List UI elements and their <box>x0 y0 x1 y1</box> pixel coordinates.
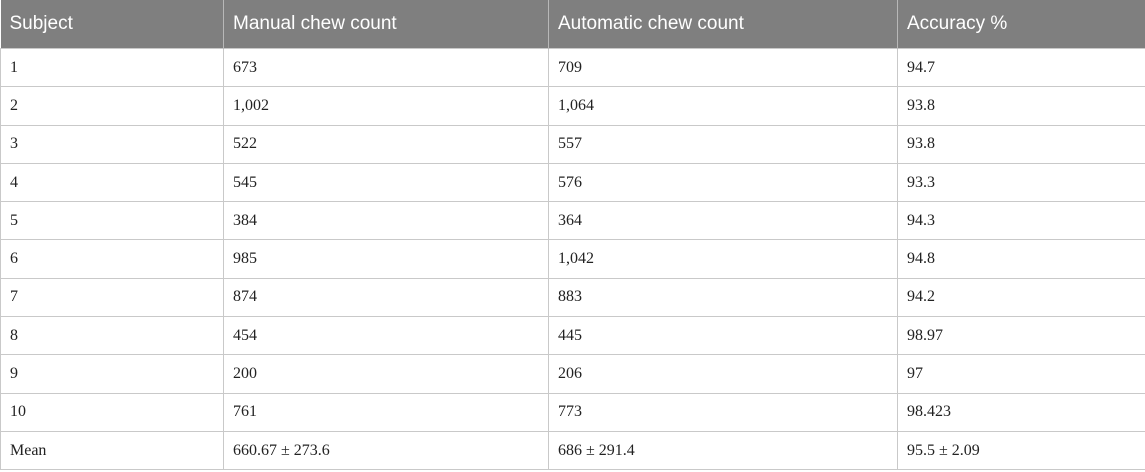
manual-chew-count-cell: 545 <box>224 163 549 201</box>
subject-cell: 1 <box>1 49 224 87</box>
subject-cell: 9 <box>1 355 224 393</box>
accuracy-cell: 94.7 <box>898 49 1145 87</box>
automatic-chew-count-cell: 576 <box>549 163 898 201</box>
manual-chew-count-cell: 384 <box>224 202 549 240</box>
accuracy-cell: 94.2 <box>898 278 1145 316</box>
table-row <box>1 125 1145 163</box>
manual-chew-count-cell: 522 <box>224 125 549 163</box>
accuracy-cell: 97 <box>898 355 1145 393</box>
header-subject: Subject <box>1 0 224 49</box>
manual-chew-count-cell: 660.67 ± 273.6 <box>224 431 549 469</box>
accuracy-cell: 93.3 <box>898 163 1145 201</box>
table-row <box>1 393 1145 431</box>
accuracy-cell: 93.8 <box>898 87 1145 125</box>
accuracy-cell: 95.5 ± 2.09 <box>898 431 1145 469</box>
subject-cell: 10 <box>1 393 224 431</box>
manual-chew-count-cell: 874 <box>224 278 549 316</box>
subject-cell: 2 <box>1 87 224 125</box>
subject-cell: 6 <box>1 240 224 278</box>
subject-cell: 4 <box>1 163 224 201</box>
table-row <box>1 87 1145 125</box>
manual-chew-count-cell: 454 <box>224 317 549 355</box>
manual-chew-count-cell: 761 <box>224 393 549 431</box>
table-row <box>1 49 1145 87</box>
automatic-chew-count-cell: 206 <box>549 355 898 393</box>
table-row <box>1 317 1145 355</box>
automatic-chew-count-cell: 883 <box>549 278 898 316</box>
table-body <box>1 49 1145 470</box>
table-header <box>1 0 1145 49</box>
table-row <box>1 355 1145 393</box>
manual-chew-count-cell: 673 <box>224 49 549 87</box>
accuracy-cell: 93.8 <box>898 125 1145 163</box>
automatic-chew-count-cell: 709 <box>549 49 898 87</box>
automatic-chew-count-cell: 364 <box>549 202 898 240</box>
manual-chew-count-cell: 985 <box>224 240 549 278</box>
subject-cell: 3 <box>1 125 224 163</box>
subject-cell: 8 <box>1 317 224 355</box>
subject-cell: 7 <box>1 278 224 316</box>
automatic-chew-count-cell: 1,064 <box>549 87 898 125</box>
header-row <box>1 0 1145 49</box>
manual-chew-count-cell: 200 <box>224 355 549 393</box>
accuracy-cell: 98.97 <box>898 317 1145 355</box>
subject-cell: 5 <box>1 202 224 240</box>
header-manual-chew-count: Manual chew count <box>224 0 549 49</box>
automatic-chew-count-cell: 557 <box>549 125 898 163</box>
automatic-chew-count-cell: 773 <box>549 393 898 431</box>
accuracy-cell: 94.8 <box>898 240 1145 278</box>
table-row <box>1 163 1145 201</box>
automatic-chew-count-cell: 1,042 <box>549 240 898 278</box>
header-automatic-chew-count: Automatic chew count <box>549 0 898 49</box>
automatic-chew-count-cell: 686 ± 291.4 <box>549 431 898 469</box>
table-row <box>1 278 1145 316</box>
automatic-chew-count-cell: 445 <box>549 317 898 355</box>
table-row <box>1 202 1145 240</box>
table-row <box>1 240 1145 278</box>
subject-cell: Mean <box>1 431 224 469</box>
manual-chew-count-cell: 1,002 <box>224 87 549 125</box>
header-accuracy: Accuracy % <box>898 0 1145 49</box>
mean-row <box>1 431 1145 469</box>
accuracy-cell: 98.423 <box>898 393 1145 431</box>
accuracy-cell: 94.3 <box>898 202 1145 240</box>
